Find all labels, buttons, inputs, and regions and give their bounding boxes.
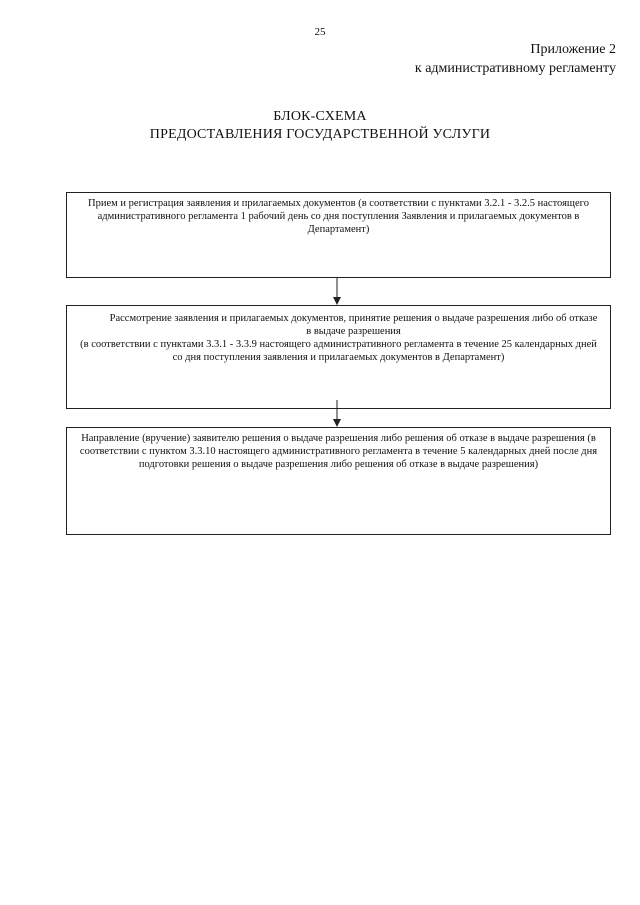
appendix-line-1: Приложение 2 — [530, 42, 616, 57]
appendix-header — [415, 40, 616, 78]
flow-step-2-text: Рассмотрение заявления и прилагаемых документов, принятие решения о выдаче разрешения либо об отказе в выдаче разрешения — [109, 313, 598, 337]
title-line-2: ПРЕДОСТАВЛЕНИЯ ГОСУДАРСТВЕННОЙ УСЛУГИ — [149, 127, 491, 142]
flow-step-3-text: Направление (вручение) заявителю решения о выдаче разрешения либо решения об отказе в выдаче разрешения (в соответствии с пунктом 3.3.10 настоящего административного регламента в течение 5 календарных дней после дня подготовки решения о выдаче разрешения либо решения об отказе в выдаче разрешения) — [79, 433, 598, 470]
page-number: 25 — [314, 26, 326, 38]
title-line-1: БЛОК-СХЕМА — [273, 109, 367, 124]
flow-step-2 — [66, 305, 611, 409]
flow-step-2-note: (в соответствии с пунктами 3.3.1 - 3.3.9 настоящего административного регламента в течение 25 календарных дней со дня поступления заявления и прилагаемых документов в Департамент) — [80, 339, 597, 363]
flow-step-3 — [66, 427, 611, 535]
page-title — [0, 108, 640, 144]
arrow-connector-1 — [330, 278, 344, 305]
flow-step-1 — [66, 192, 611, 278]
arrow-connector-2 — [330, 400, 344, 427]
flow-step-1-text: Прием и регистрация заявления и прилагаемых документов (в соответствии с пунктами 3.2.1 - 3.2.5 настоящего административного регламента 1 рабочий день со дня поступления Заявления и прилагаемых документов в Департамент) — [88, 198, 589, 235]
appendix-line-2: к административному регламенту — [414, 61, 616, 76]
